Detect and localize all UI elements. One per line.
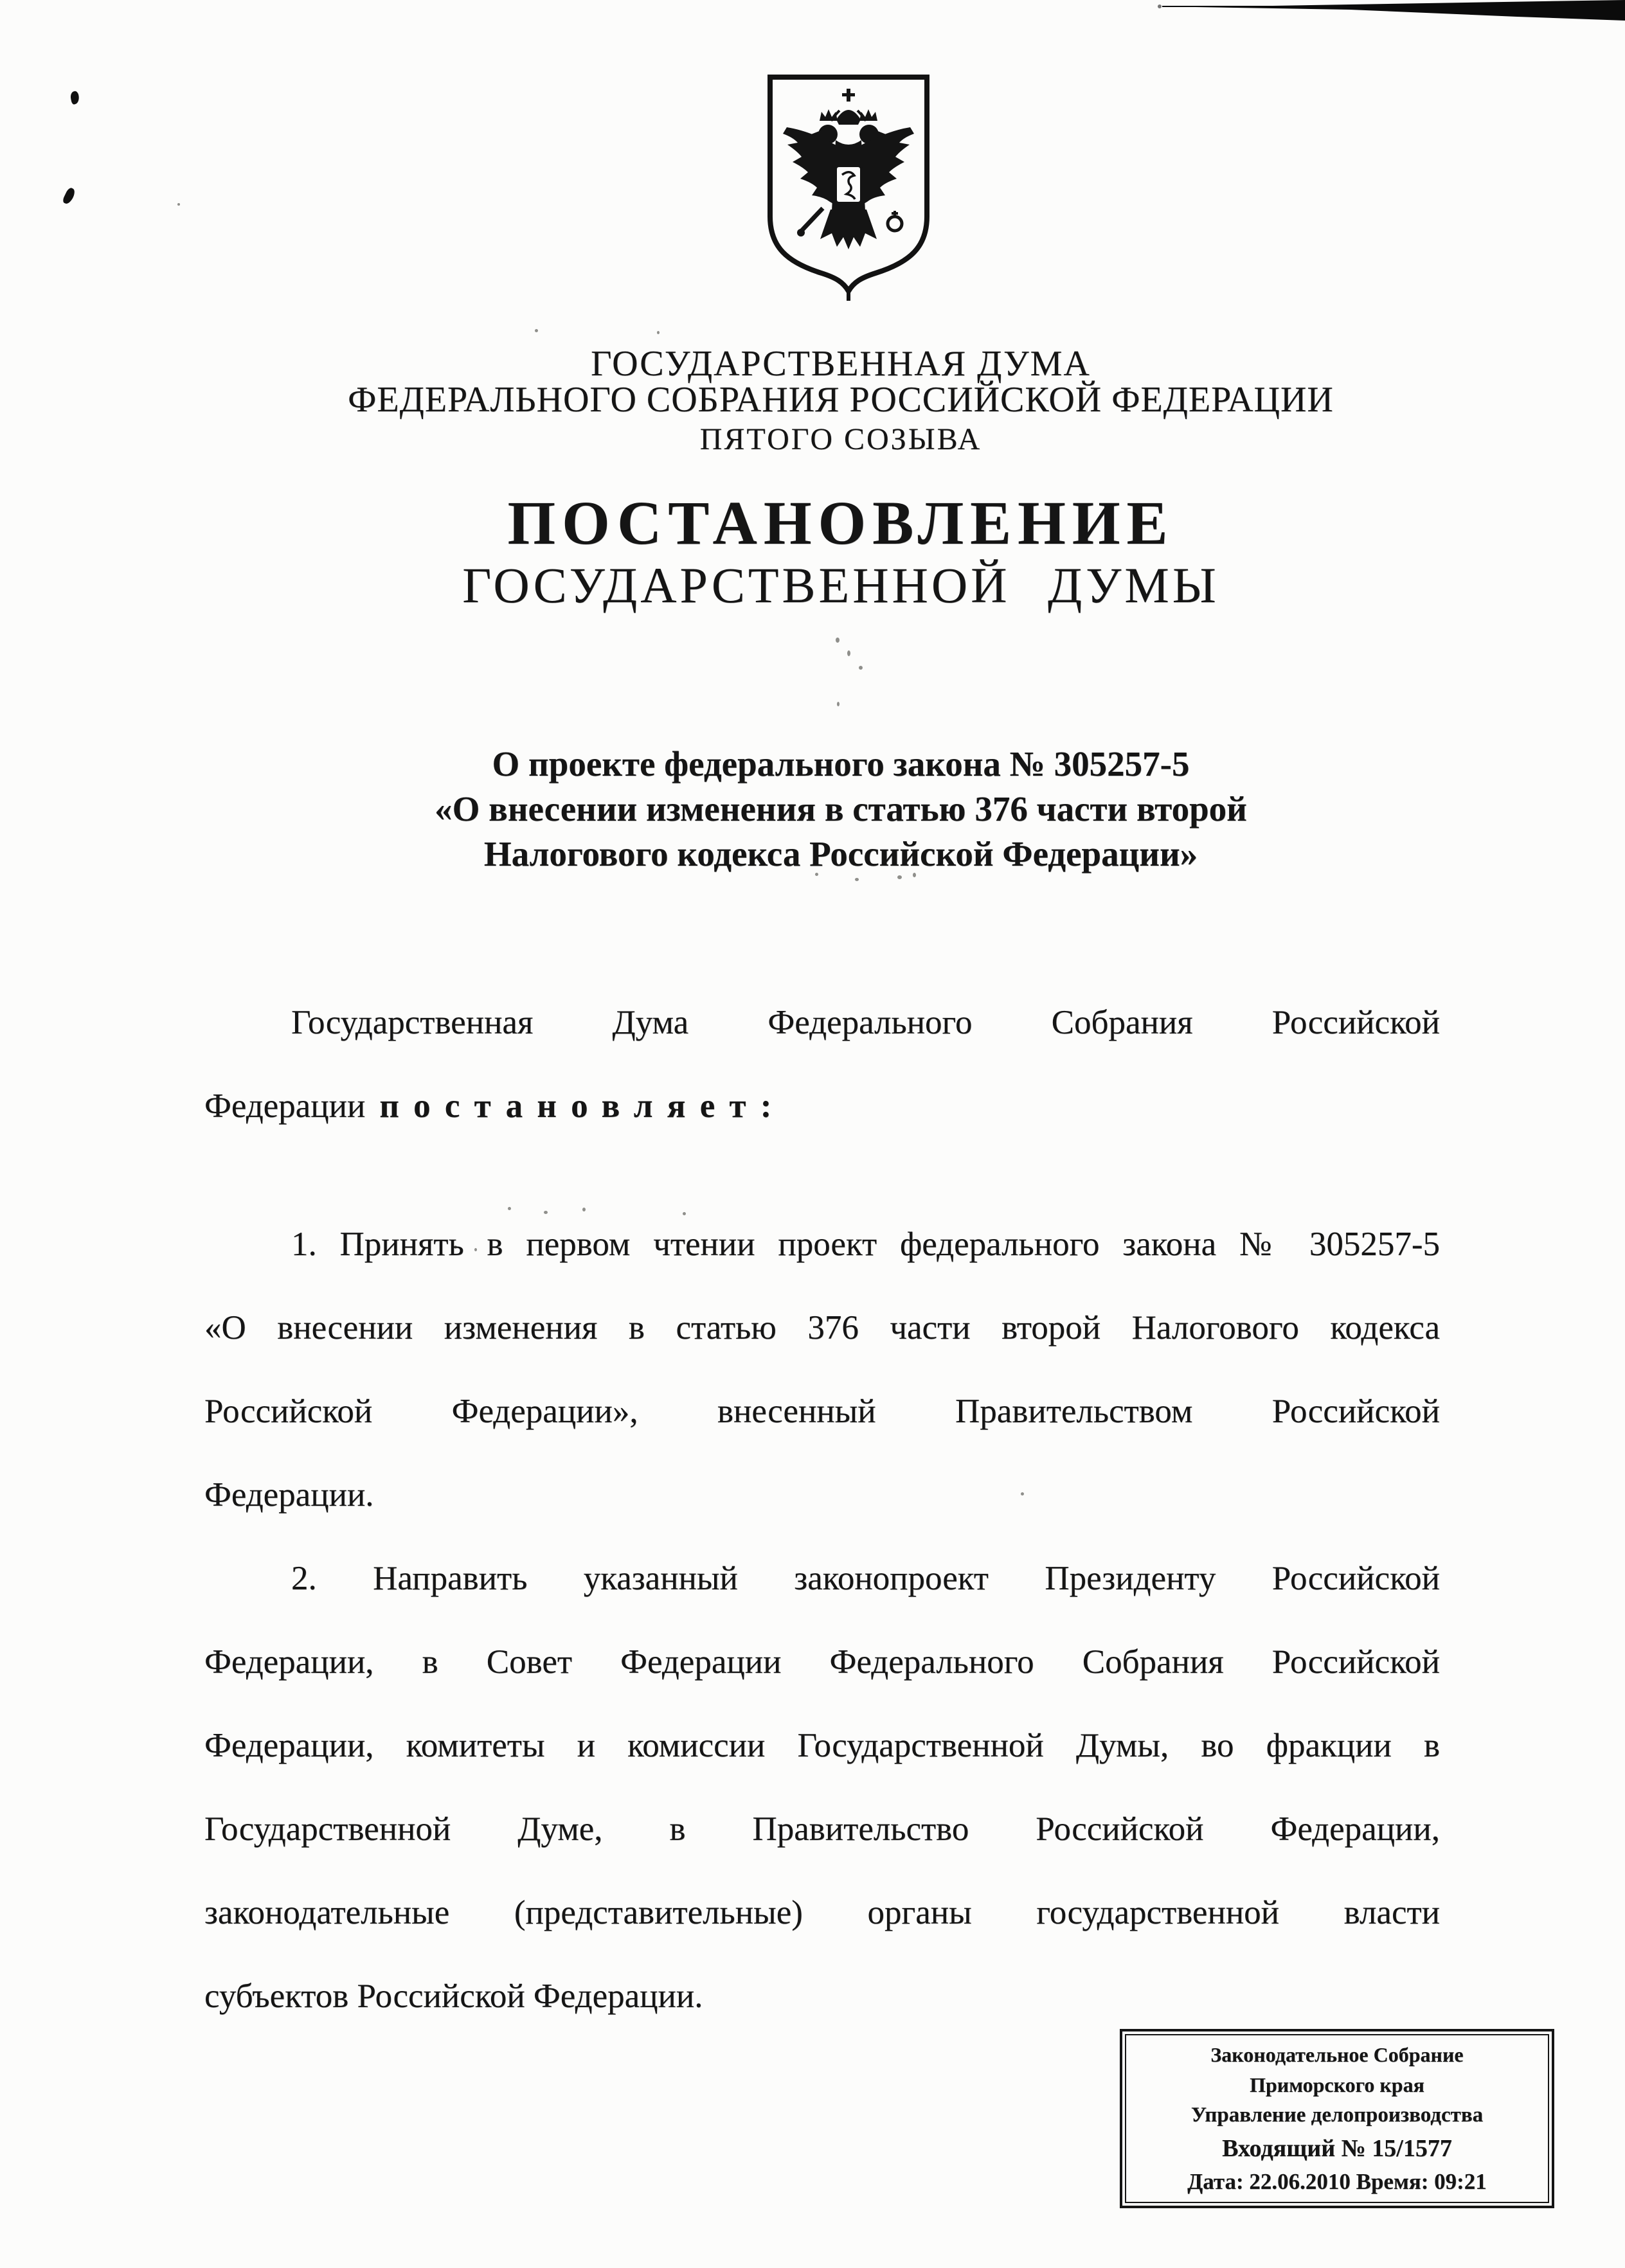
scan-speck [837, 702, 839, 706]
stamp-org-line2: Приморского края [1250, 2073, 1424, 2097]
body-line: 1. Принять в первом чтении проект федерального закона № 305257-5 [291, 1226, 1440, 1263]
stamp-department: Управление делопроизводства [1190, 2103, 1484, 2127]
paragraph-intro [204, 981, 1440, 1148]
paragraph-1 [204, 1202, 1440, 1537]
stamp-incoming-number: Входящий № 15/1577 [1222, 2134, 1452, 2162]
paragraph-2 [204, 1537, 1440, 2038]
intro-emphasis-text: постановляет: [379, 1087, 786, 1125]
body-line: законодательные (представительные) органы государственной власти [204, 1894, 1440, 1931]
stamp-org-line1: Законодательное Собрание [1210, 2043, 1464, 2067]
scan-speck [177, 203, 180, 206]
scan-speck [657, 331, 660, 334]
body-line: Российской Федерации», внесенный Правительством Российской [204, 1393, 1440, 1430]
body-line: Государственная Дума Федерального Собрания Российской [291, 1004, 1440, 1041]
scan-speck [535, 329, 538, 332]
scan-speck [859, 666, 863, 670]
subject-line: Налогового кодекса Российской Федерации» [483, 834, 1198, 873]
intro-normal-text: Федерации [204, 1087, 366, 1125]
letterhead-org-line1: ГОСУДАРСТВЕННАЯ ДУМА [591, 344, 1091, 384]
document-title: ПОСТАНОВЛЕНИЕ [507, 488, 1174, 557]
ink-blot [62, 186, 76, 205]
document-title-subline: ГОСУДАРСТВЕННОЙ ДУМЫ [462, 557, 1219, 613]
scan-speck [836, 638, 839, 643]
letterhead-convocation: ПЯТОГО СОЗЫВА [699, 422, 982, 456]
scan-streak-artifact [1157, 0, 1625, 26]
body-line: субъектов Российской Федерации. [204, 1978, 703, 2015]
body-line: «О внесении изменения в статью 376 части второй Налогового кодекса [204, 1309, 1440, 1346]
scan-speck [847, 650, 850, 656]
document-subject [28, 742, 1625, 877]
ink-blot [69, 91, 80, 105]
body-line: Государственной Думе, в Правительство Российской Федерации, [204, 1810, 1440, 1848]
subject-line: О проекте федерального закона № 305257-5 [492, 744, 1190, 783]
body-line: Федерации. [204, 1476, 374, 1513]
stamp-date-time: Дата: 22.06.2010 Время: 09:21 [1187, 2168, 1487, 2194]
subject-line: «О внесении изменения в статью 376 части второй [435, 789, 1247, 828]
scan-speck [855, 878, 859, 881]
stamp-inner-frame [1125, 2034, 1549, 2203]
incoming-registration-stamp [1120, 2029, 1554, 2208]
body-line: Федерации, комитеты и комиссии Государственной Думы, во фракции в [204, 1727, 1440, 1764]
body-line [204, 1064, 1440, 1148]
body-line: 2. Направить указанный законопроект Президенту Российской [291, 1560, 1440, 1597]
letterhead-org-line2: ФЕДЕРАЛЬНОГО СОБРАНИЯ РОССИЙСКОЙ ФЕДЕРАЦИИ [348, 380, 1334, 420]
russia-coat-of-arms-icon [764, 72, 933, 301]
body-line: Федерации, в Совет Федерации Федерального Собрания Российской [204, 1643, 1440, 1681]
